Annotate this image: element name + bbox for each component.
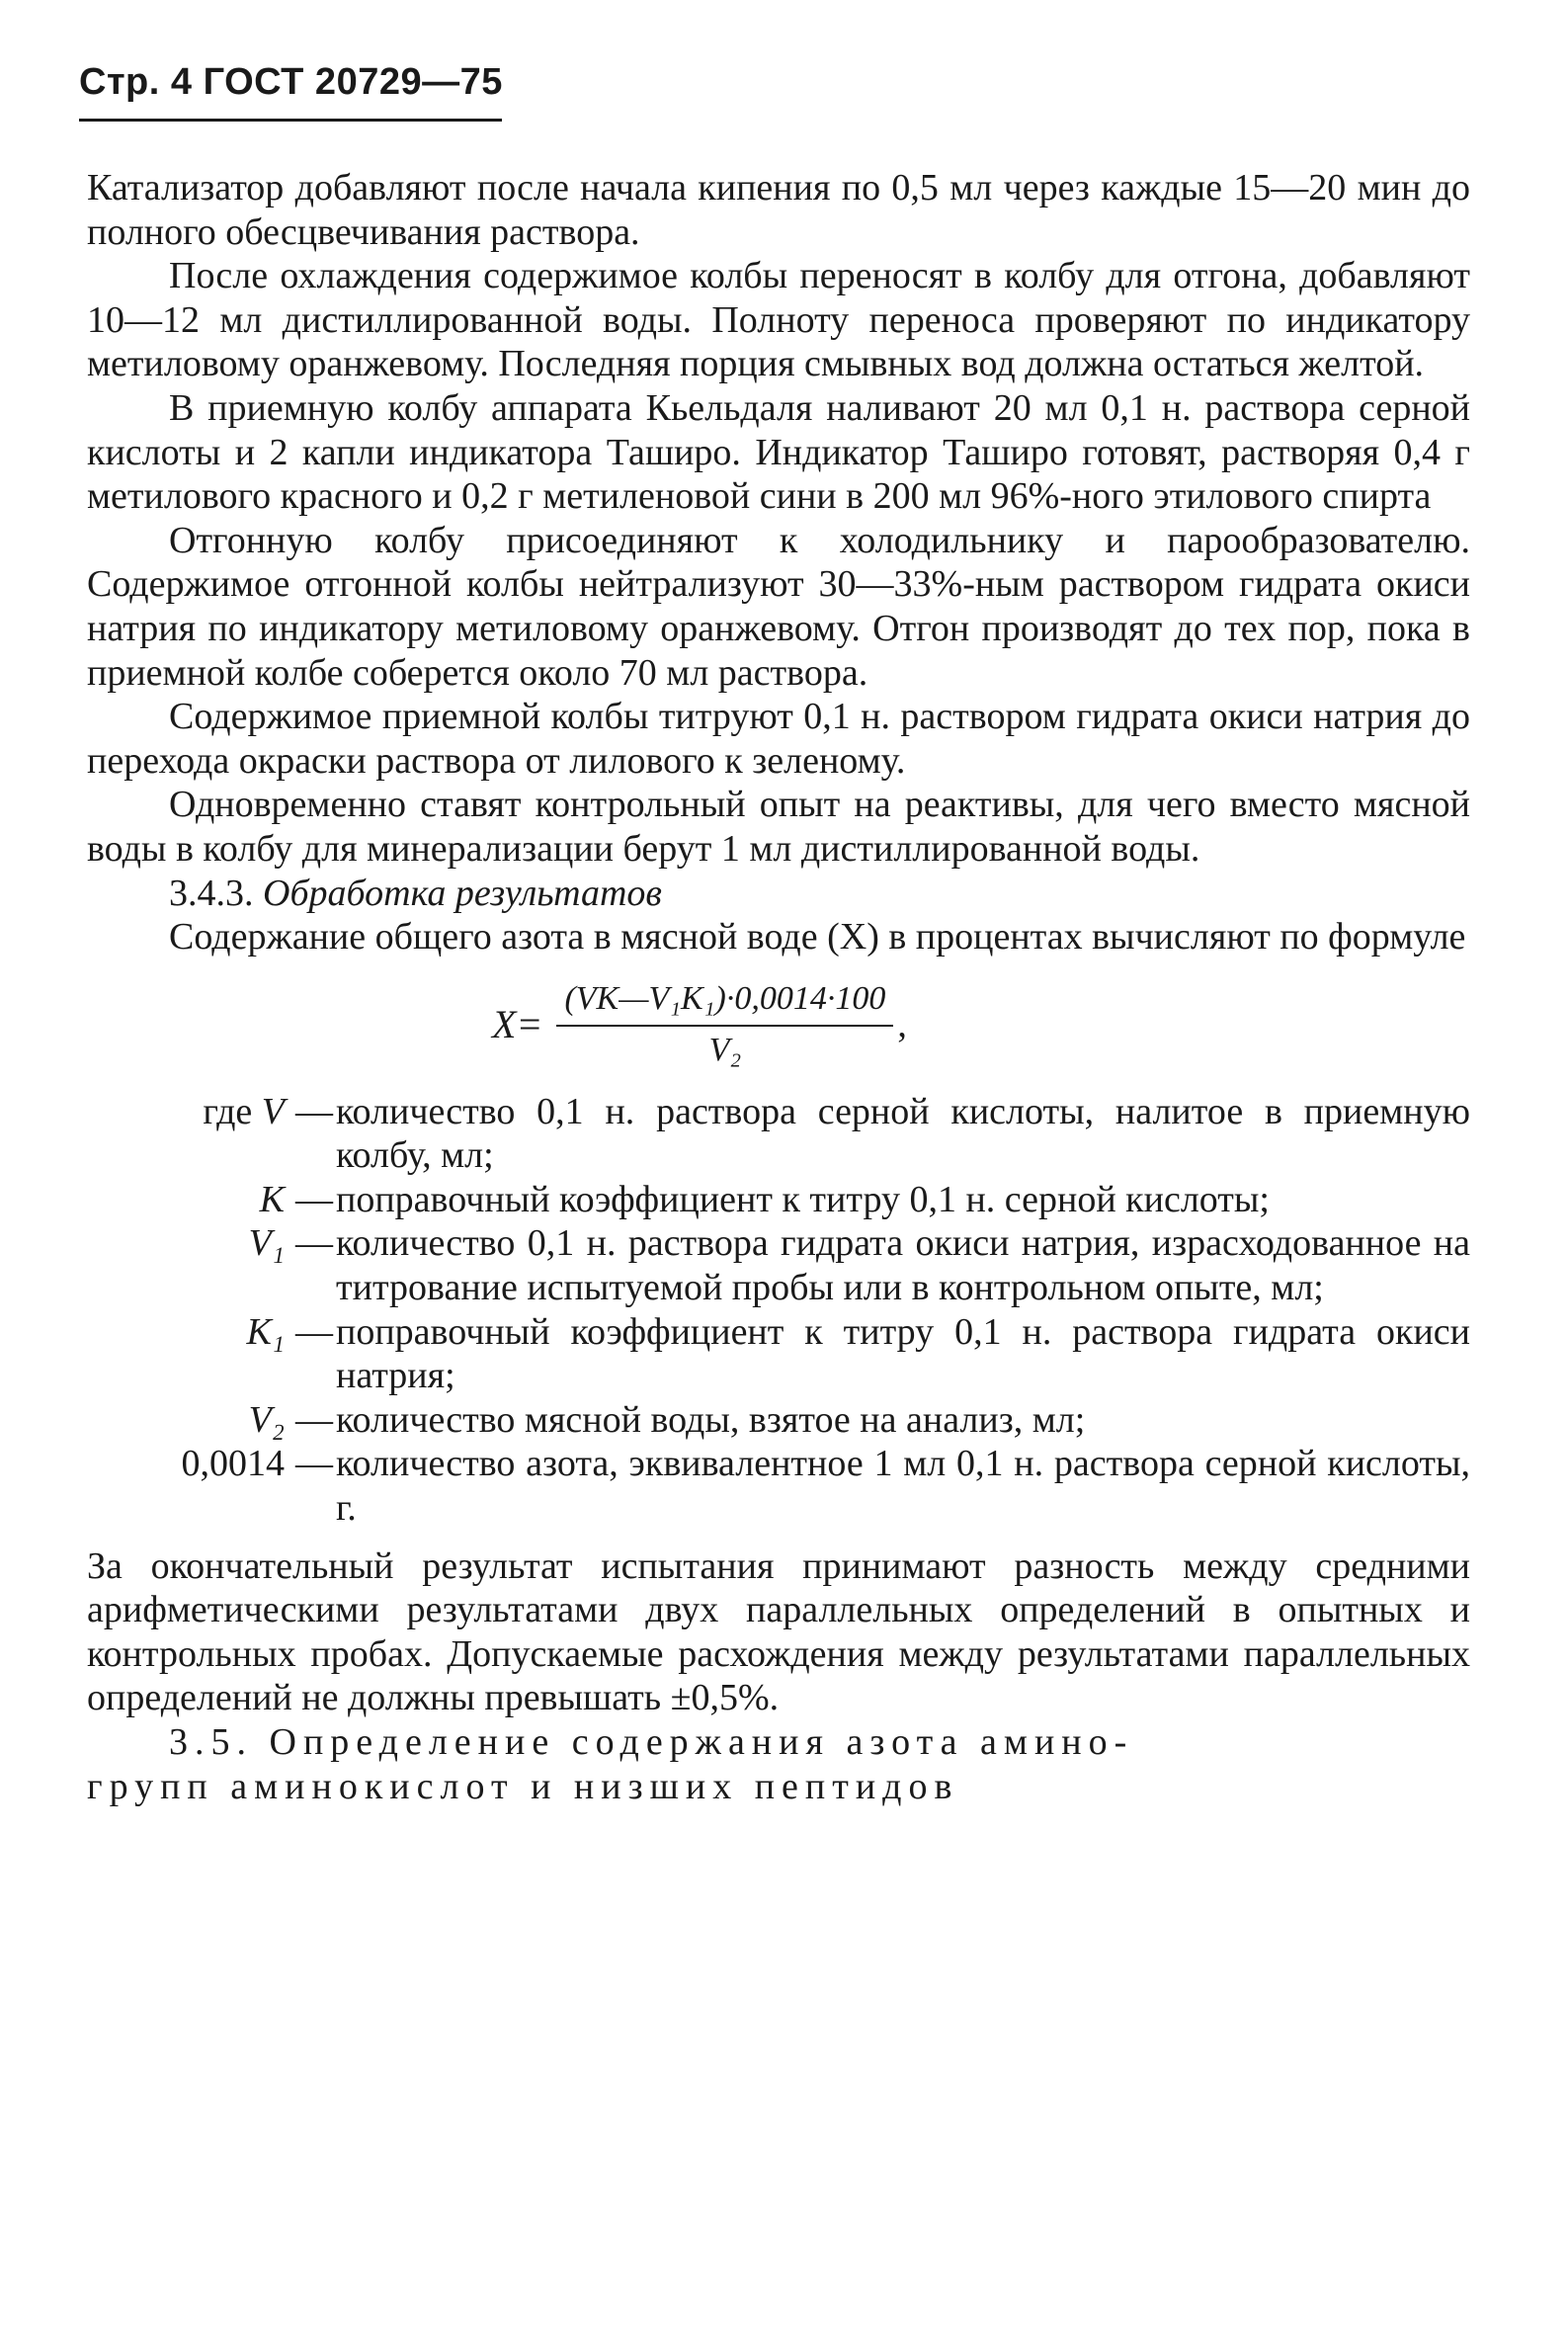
definition-symbol: K [259,1178,285,1220]
definition-item [87,1398,1470,1443]
section-3-5-heading-line1: 3.5. Определение содержания азота амино- [169,1721,1134,1763]
section-3-5-heading-line2: групп аминокислот и низших пептидов [87,1765,959,1807]
definition-dash: — [295,1398,333,1441]
formula [492,977,907,1073]
page-header: Стр. 4 ГОСТ 20729—75 [79,61,503,103]
section-3-4-3-heading [87,872,1470,916]
definition-text: количество азота, эквивалентное 1 мл 0,1 н. раствора серной кислоты, г. [336,1443,1470,1530]
definition-item [87,1178,1470,1222]
definition-symbol: V₂ [248,1398,285,1441]
definition-symbol: 0,0014 [181,1443,285,1485]
paragraph-distillation: Отгонную колбу присоединяют к холодильнику и парообразователю. Содержимое отгонной колбы нейтрализуют 30—33%-ным раствором гидрата окиси натрия по индикатору метиловому оранжевому. Отгон производят до тех пор, пока в приемной колбе соберется около 70 мл раствора. [87,519,1470,694]
definition-dash: — [295,1310,333,1353]
definition-symbol: K₁ [246,1310,285,1353]
definition-dash: — [295,1178,333,1220]
paragraph-cooling: После охлаждения содержимое колбы переносят в колбу для отгона, добавляют 10—12 мл дистиллированной воды. Полноту переноса проверяют по индикатору метиловому оранжевому. Последняя порция смывных вод должна остаться желтой. [87,255,1470,385]
definition-symbol: V₁ [248,1222,285,1265]
section-title: Обработка результатов [263,872,662,914]
paragraph-control-test: Одновременно ставят контрольный опыт на реактивы, для чего вместо мясной воды в колбу для минерализации берут 1 мл дистиллированной воды. [87,784,1470,870]
definition-text: количество 0,1 н. раствора гидрата окиси натрия, израсходованное на титрование испытуемой пробы или в контрольном опыте, мл; [336,1222,1470,1309]
paragraph-titration: Содержимое приемной колбы титруют 0,1 н. раствором гидрата окиси натрия до перехода окраски раствора от лилового к зеленому. [87,696,1470,782]
section-number: 3.4.3. [169,872,254,914]
definition-symbol: где V [203,1090,285,1132]
formula-intro: Содержание общего азота в мясной воде (X) в процентах вычисляют по формуле [169,916,1466,959]
header-rule [79,119,502,122]
paragraph-catalyst: Катализатор добавляют после начала кипения по 0,5 мл через каждые 15—20 мин до полного обесцвечивания раствора. [87,167,1470,253]
formula-fraction [556,977,893,1073]
document-body [87,166,1470,1808]
definition-item [87,1090,1470,1178]
definition-item [87,1221,1470,1309]
definition-dash: — [295,1443,333,1485]
formula-block [87,959,1470,1090]
definition-text: поправочный коэффициент к титру 0,1 н. серной кислоты; [336,1178,1270,1220]
definition-dash: — [295,1222,333,1265]
formula-denominator: V₂ [708,1032,742,1069]
definition-text: количество мясной воды, взятое на анализ, мл; [336,1398,1086,1441]
definition-text: количество 0,1 н. раствора серной кислоты, налитое в приемную колбу, мл; [336,1090,1470,1177]
paragraph-final-result: За окончательный результат испытания принимают разность между средними арифметическими результатами двух параллельных определений в опытных и контрольных пробах. Допускаемые расхождения между результатами параллельных определений не должны превышать ±0,5%. [87,1544,1470,1719]
formula-numerator: (VK—V₁K₁)·0,0014·100 [564,979,886,1017]
definition-item [87,1442,1470,1530]
formula-trail: , [897,1003,907,1045]
definition-dash: — [295,1090,333,1132]
formula-lhs: X= [492,1001,543,1046]
paragraph-receiving-flask: В приемную колбу аппарата Кьельдаля наливают 20 мл 0,1 н. раствора серной кислоты и 2 капли индикатора Таширо. Индикатор Таширо готовят, растворяя 0,4 г метилового красного и 0,2 г метиленовой сини в 200 мл 96%-ного этилового спирта [87,386,1470,518]
definitions-list [87,1090,1470,1531]
definition-item [87,1310,1470,1398]
definition-text: поправочный коэффициент к титру 0,1 н. раствора гидрата окиси натрия; [336,1310,1470,1397]
